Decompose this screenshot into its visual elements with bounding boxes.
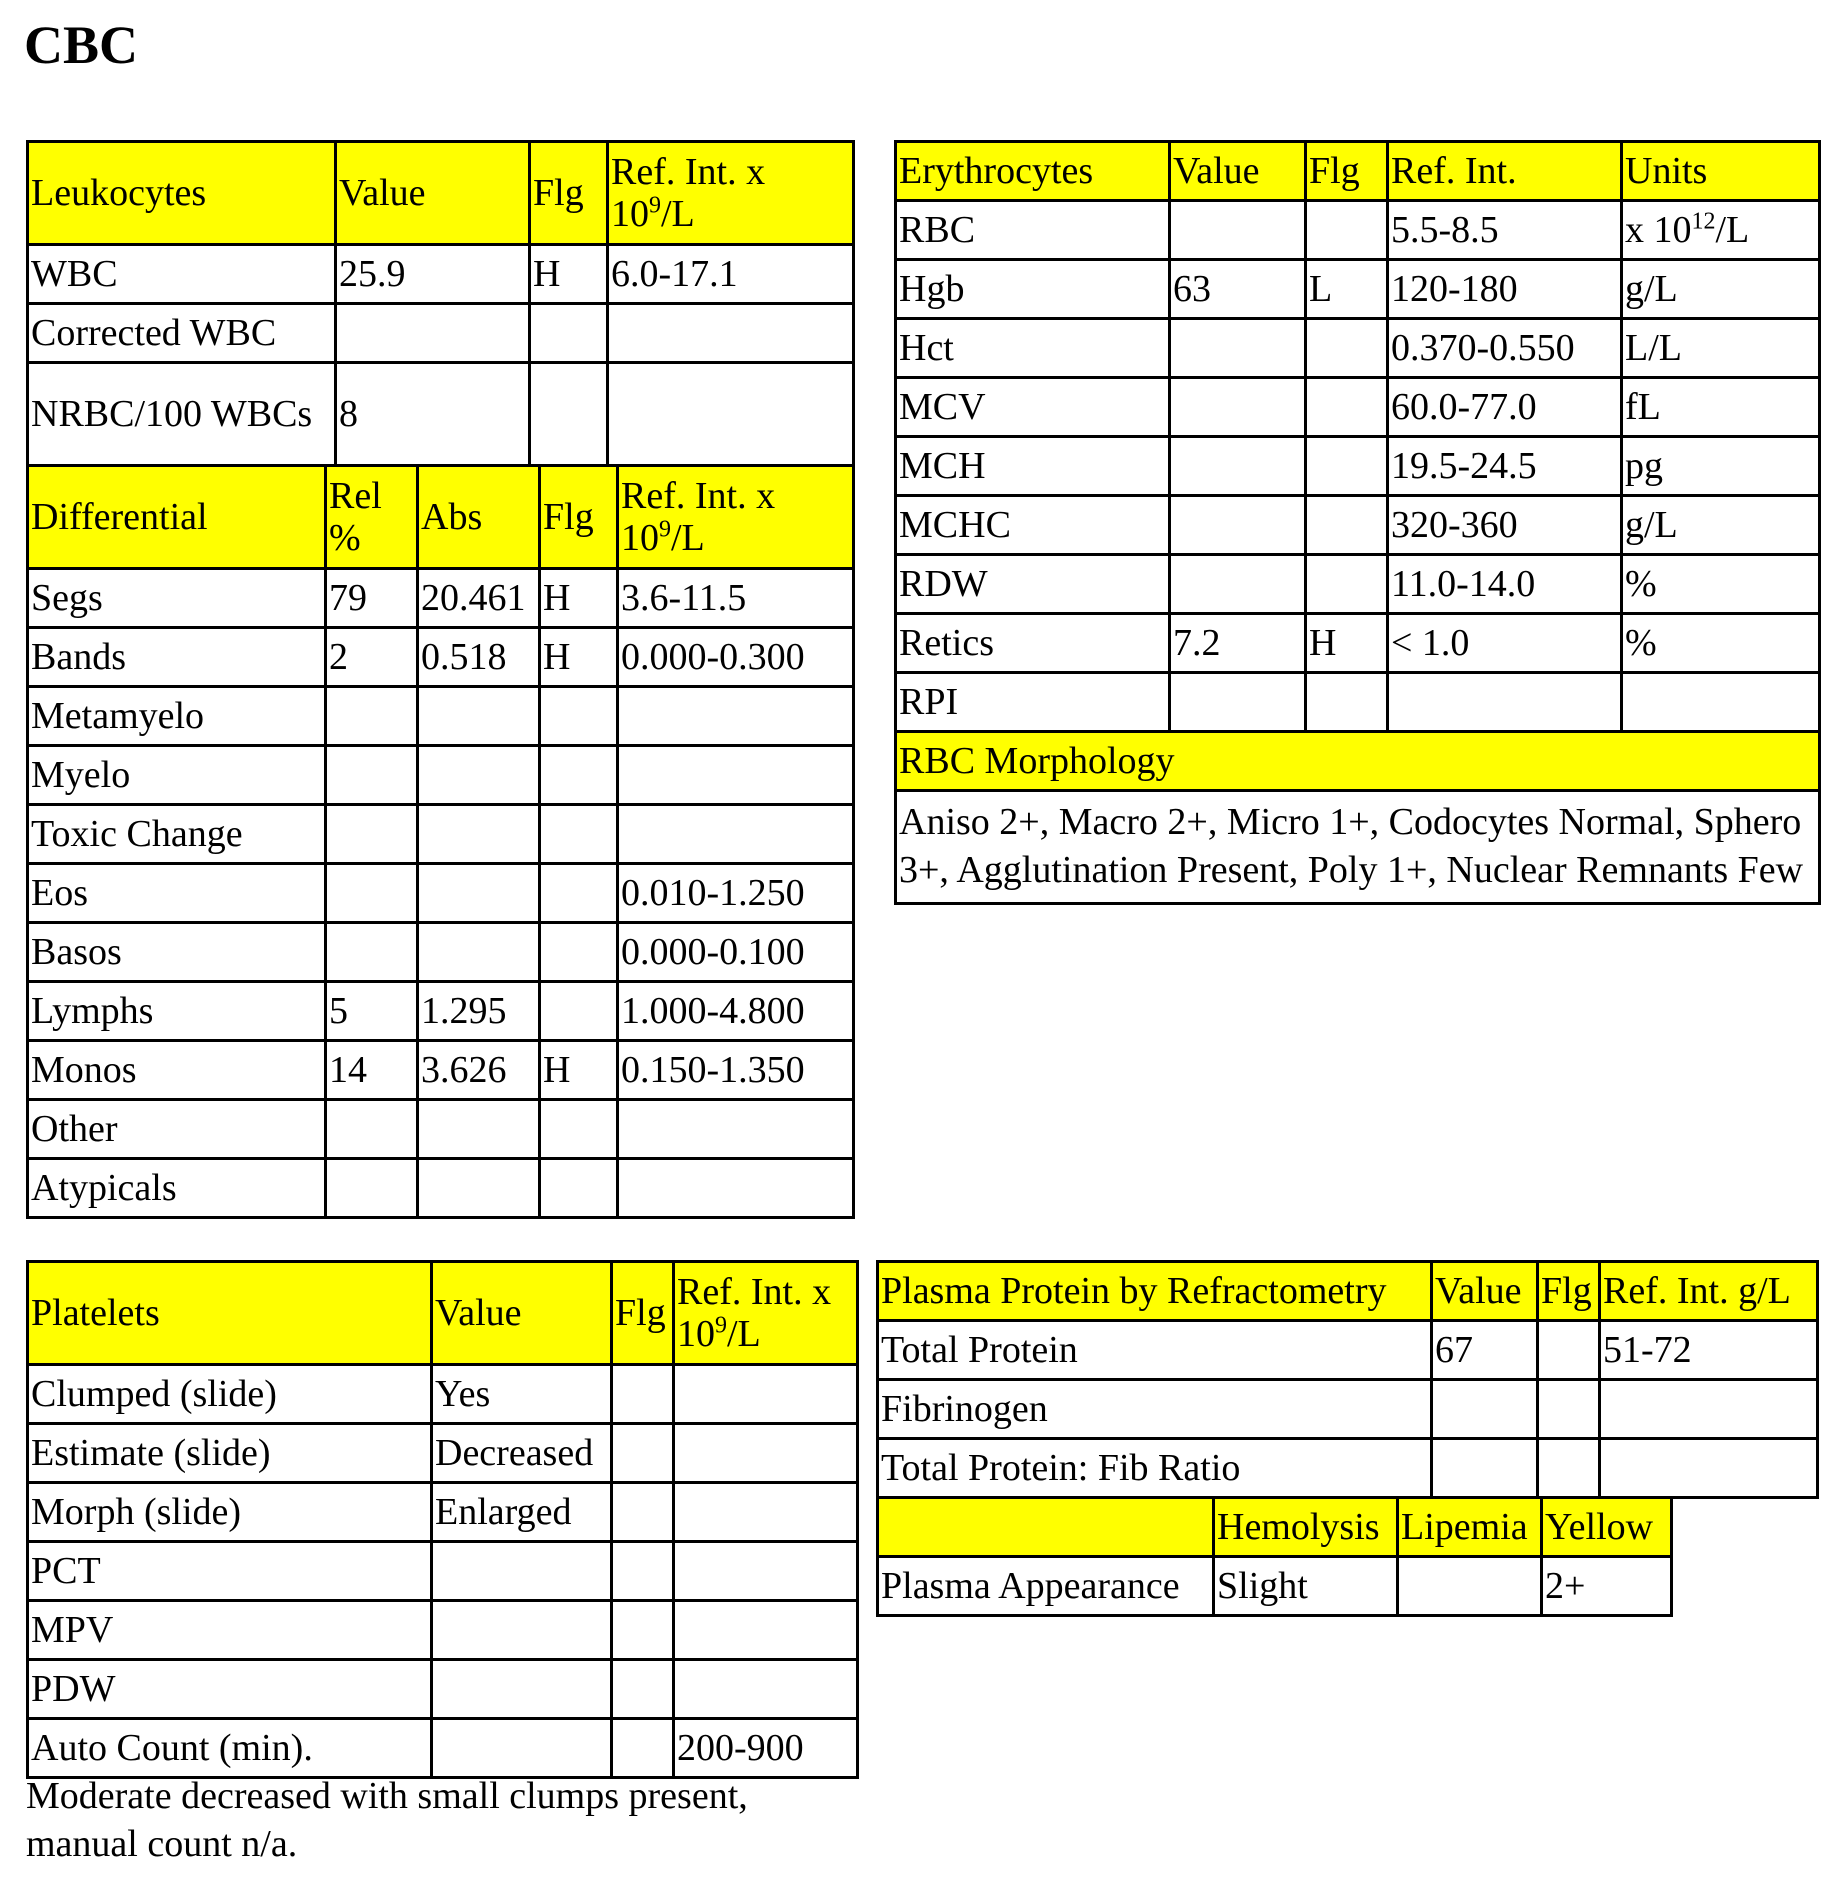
row-rel: [326, 864, 418, 923]
table-row: [28, 864, 854, 923]
plasma-appearance-header-row: [878, 1498, 1672, 1557]
header-value: Value: [336, 142, 530, 245]
table-row: [28, 923, 854, 982]
row-ref: 0.370-0.550: [1388, 319, 1622, 378]
table-row: [896, 496, 1820, 555]
row-flag: [540, 805, 618, 864]
header-plasma-protein: Plasma Protein by Refractometry: [878, 1262, 1432, 1321]
row-flag: [612, 1660, 674, 1719]
row-value: [1170, 673, 1306, 732]
table-row: [28, 1719, 858, 1778]
row-units: pg: [1622, 437, 1820, 496]
differential-header-row: [28, 466, 854, 569]
row-flag: L: [1306, 260, 1388, 319]
row-ref: 6.0-17.1: [608, 245, 854, 304]
table-row: [28, 245, 854, 304]
header-ref-interval: Ref. Int. x $10^9/L$: [608, 142, 854, 245]
row-flag: [540, 687, 618, 746]
row-label: NRBC/100 WBCs: [28, 363, 336, 466]
row-units: L/L: [1622, 319, 1820, 378]
table-row: [28, 687, 854, 746]
row-ref: [618, 746, 854, 805]
row-flag: [1306, 319, 1388, 378]
row-lipemia: [1398, 1557, 1542, 1616]
row-value: 67: [1432, 1321, 1538, 1380]
header-value: Value: [1170, 142, 1306, 201]
table-row: [28, 569, 854, 628]
header-platelets: Platelets: [28, 1262, 432, 1365]
row-units: %: [1622, 555, 1820, 614]
header-rel-percent: Rel %: [326, 466, 418, 569]
row-label: MPV: [28, 1601, 432, 1660]
row-label: Morph (slide): [28, 1483, 432, 1542]
platelets-table: [26, 1260, 859, 1779]
row-flag: [612, 1719, 674, 1778]
row-flag: [612, 1424, 674, 1483]
table-row: [878, 1439, 1818, 1498]
row-flag: [540, 982, 618, 1041]
rbc-morphology-header: RBC Morphology: [896, 732, 1820, 791]
row-label: Eos: [28, 864, 326, 923]
row-rel: 2: [326, 628, 418, 687]
table-row: [28, 1100, 854, 1159]
row-ref: [618, 1159, 854, 1218]
row-ref: 120-180: [1388, 260, 1622, 319]
table-row: [28, 746, 854, 805]
row-ref: [1600, 1439, 1818, 1498]
row-abs: 20.461: [418, 569, 540, 628]
header-flag: Flg: [612, 1262, 674, 1365]
header-flag: Flg: [530, 142, 608, 245]
row-label: Hgb: [896, 260, 1170, 319]
row-ref: 0.000-0.300: [618, 628, 854, 687]
header-units: Units: [1622, 142, 1820, 201]
header-flag: Flg: [540, 466, 618, 569]
row-label: WBC: [28, 245, 336, 304]
table-row: [878, 1557, 1672, 1616]
row-ref: [618, 1100, 854, 1159]
header-yellow: Yellow: [1542, 1498, 1672, 1557]
row-label: Segs: [28, 569, 326, 628]
row-ref: [674, 1365, 858, 1424]
header-ref-interval: Ref. Int. x $10^9/L$: [674, 1262, 858, 1365]
row-abs: [418, 1100, 540, 1159]
row-flag: [1306, 496, 1388, 555]
row-abs: 3.626: [418, 1041, 540, 1100]
row-label: MCV: [896, 378, 1170, 437]
row-label: Metamyelo: [28, 687, 326, 746]
row-flag: [612, 1601, 674, 1660]
row-label: MCHC: [896, 496, 1170, 555]
row-flag: H: [540, 569, 618, 628]
row-label: Hct: [896, 319, 1170, 378]
row-label: PCT: [28, 1542, 432, 1601]
row-ref: 0.000-0.100: [618, 923, 854, 982]
header-hemolysis: Hemolysis: [1214, 1498, 1398, 1557]
row-flag: [612, 1483, 674, 1542]
row-units: [1622, 673, 1820, 732]
rbc-morphology-text: Aniso 2+, Macro 2+, Micro 1+, Codocytes Normal, Sphero 3+, Agglutination Present, Poly 1+, Nuclear Remnants Few: [896, 791, 1820, 904]
row-ref: [618, 687, 854, 746]
header-value: Value: [432, 1262, 612, 1365]
row-value: Yes: [432, 1365, 612, 1424]
row-abs: 1.295: [418, 982, 540, 1041]
row-value: [1170, 378, 1306, 437]
rbc-morphology-row: [896, 791, 1820, 904]
row-flag: [1538, 1380, 1600, 1439]
table-row: [28, 1483, 858, 1542]
row-label: Total Protein: Fib Ratio: [878, 1439, 1432, 1498]
header-abs: Abs: [418, 466, 540, 569]
row-flag: [1306, 437, 1388, 496]
row-flag: [612, 1365, 674, 1424]
header-flag: Flg: [1306, 142, 1388, 201]
row-rel: [326, 746, 418, 805]
row-ref: 200-900: [674, 1719, 858, 1778]
leukocytes-header-row: [28, 142, 854, 245]
row-label: Auto Count (min).: [28, 1719, 432, 1778]
row-units: g/L: [1622, 260, 1820, 319]
row-ref: 3.6-11.5: [618, 569, 854, 628]
row-value: 25.9: [336, 245, 530, 304]
table-row: [28, 982, 854, 1041]
table-row: [896, 378, 1820, 437]
table-row: [28, 363, 854, 466]
page-title: CBC: [24, 15, 139, 75]
row-ref: 5.5-8.5: [1388, 201, 1622, 260]
plasma-appearance-table: [876, 1496, 1673, 1617]
header-leukocytes: Leukocytes: [28, 142, 336, 245]
differential-table: [26, 464, 855, 1219]
table-row: [28, 1424, 858, 1483]
row-abs: [418, 687, 540, 746]
row-abs: [418, 805, 540, 864]
row-label: RPI: [896, 673, 1170, 732]
row-ref: 60.0-77.0: [1388, 378, 1622, 437]
rbc-morphology-header-row: [896, 732, 1820, 791]
row-rel: [326, 1100, 418, 1159]
row-value: [1170, 201, 1306, 260]
plasma-protein-table: [876, 1260, 1819, 1499]
row-label: Estimate (slide): [28, 1424, 432, 1483]
row-label: Atypicals: [28, 1159, 326, 1218]
row-units: x $10^{12}/L$: [1622, 201, 1820, 260]
row-flag: [540, 1100, 618, 1159]
row-ref: 19.5-24.5: [1388, 437, 1622, 496]
row-ref: < 1.0: [1388, 614, 1622, 673]
erythrocytes-header-row: [896, 142, 1820, 201]
row-value: 7.2: [1170, 614, 1306, 673]
row-ref: [1388, 673, 1622, 732]
row-flag: [1306, 673, 1388, 732]
table-row: [28, 1660, 858, 1719]
table-row: [896, 437, 1820, 496]
header-value: Value: [1432, 1262, 1538, 1321]
row-value: [432, 1542, 612, 1601]
row-value: 8: [336, 363, 530, 466]
header-ref-interval: Ref. Int. g/L: [1600, 1262, 1818, 1321]
row-value: [336, 304, 530, 363]
table-row: [28, 1365, 858, 1424]
row-abs: [418, 864, 540, 923]
table-row: [28, 1601, 858, 1660]
table-row: [878, 1321, 1818, 1380]
row-label: RBC: [896, 201, 1170, 260]
row-value: [432, 1601, 612, 1660]
row-yellow: 2+: [1542, 1557, 1672, 1616]
row-label: RDW: [896, 555, 1170, 614]
row-flag: [1538, 1321, 1600, 1380]
header-lipemia: Lipemia: [1398, 1498, 1542, 1557]
platelets-note: Moderate decreased with small clumps present, manual count n/a.: [26, 1775, 748, 1865]
table-row: [896, 673, 1820, 732]
row-value: [1432, 1439, 1538, 1498]
row-label: Lymphs: [28, 982, 326, 1041]
row-label: Basos: [28, 923, 326, 982]
row-label: Corrected WBC: [28, 304, 336, 363]
row-ref: [674, 1660, 858, 1719]
row-label: Retics: [896, 614, 1170, 673]
row-label: Bands: [28, 628, 326, 687]
row-flag: [612, 1542, 674, 1601]
row-ref: [618, 805, 854, 864]
row-label: PDW: [28, 1660, 432, 1719]
row-ref: [674, 1483, 858, 1542]
row-rel: 14: [326, 1041, 418, 1100]
table-row: [896, 260, 1820, 319]
row-rel: [326, 687, 418, 746]
erythrocytes-table: [894, 140, 1821, 905]
row-label: Fibrinogen: [878, 1380, 1432, 1439]
row-ref: [608, 304, 854, 363]
row-abs: 0.518: [418, 628, 540, 687]
row-ref: [608, 363, 854, 466]
header-flag: Flg: [1538, 1262, 1600, 1321]
row-rel: [326, 923, 418, 982]
row-abs: [418, 923, 540, 982]
table-row: [896, 319, 1820, 378]
row-label: Myelo: [28, 746, 326, 805]
row-value: [432, 1719, 612, 1778]
table-row: [28, 1041, 854, 1100]
row-ref: [1600, 1380, 1818, 1439]
row-value: 63: [1170, 260, 1306, 319]
header-erythrocytes: Erythrocytes: [896, 142, 1170, 201]
row-ref: 1.000-4.800: [618, 982, 854, 1041]
row-ref: [674, 1601, 858, 1660]
row-value: [1170, 437, 1306, 496]
row-ref: 0.150-1.350: [618, 1041, 854, 1100]
row-label: Clumped (slide): [28, 1365, 432, 1424]
header-blank: [878, 1498, 1214, 1557]
row-value: [1432, 1380, 1538, 1439]
row-ref: 320-360: [1388, 496, 1622, 555]
row-value: Decreased: [432, 1424, 612, 1483]
plasma-protein-header-row: [878, 1262, 1818, 1321]
row-label: Plasma Appearance: [878, 1557, 1214, 1616]
row-flag: [540, 746, 618, 805]
row-flag: [530, 363, 608, 466]
row-flag: [1306, 201, 1388, 260]
header-ref-interval: Ref. Int.: [1388, 142, 1622, 201]
row-ref: 11.0-14.0: [1388, 555, 1622, 614]
row-units: g/L: [1622, 496, 1820, 555]
table-row: [28, 1542, 858, 1601]
row-rel: 5: [326, 982, 418, 1041]
row-units: %: [1622, 614, 1820, 673]
row-flag: [540, 864, 618, 923]
table-row: [896, 555, 1820, 614]
row-flag: [1538, 1439, 1600, 1498]
table-row: [896, 201, 1820, 260]
row-flag: [530, 304, 608, 363]
header-differential: Differential: [28, 466, 326, 569]
table-row: [28, 304, 854, 363]
table-row: [878, 1380, 1818, 1439]
row-flag: H: [540, 1041, 618, 1100]
row-label: Toxic Change: [28, 805, 326, 864]
row-hemolysis: Slight: [1214, 1557, 1398, 1616]
row-label: MCH: [896, 437, 1170, 496]
row-rel: [326, 1159, 418, 1218]
row-value: Enlarged: [432, 1483, 612, 1542]
row-rel: [326, 805, 418, 864]
table-row: [896, 614, 1820, 673]
platelets-header-row: [28, 1262, 858, 1365]
row-label: Total Protein: [878, 1321, 1432, 1380]
row-flag: [540, 1159, 618, 1218]
row-value: [1170, 555, 1306, 614]
row-flag: [1306, 378, 1388, 437]
row-rel: 79: [326, 569, 418, 628]
row-flag: H: [530, 245, 608, 304]
leukocytes-table: [26, 140, 855, 467]
row-flag: [1306, 555, 1388, 614]
row-ref: 0.010-1.250: [618, 864, 854, 923]
header-ref-interval: Ref. Int. x $10^9/L$: [618, 466, 854, 569]
row-flag: H: [1306, 614, 1388, 673]
table-row: [28, 628, 854, 687]
row-flag: [540, 923, 618, 982]
table-row: [28, 1159, 854, 1218]
row-label: Other: [28, 1100, 326, 1159]
row-value: [432, 1660, 612, 1719]
row-units: fL: [1622, 378, 1820, 437]
row-value: [1170, 319, 1306, 378]
row-ref: 51-72: [1600, 1321, 1818, 1380]
row-flag: H: [540, 628, 618, 687]
row-ref: [674, 1542, 858, 1601]
table-row: [28, 805, 854, 864]
row-abs: [418, 1159, 540, 1218]
row-label: Monos: [28, 1041, 326, 1100]
row-value: [1170, 496, 1306, 555]
row-abs: [418, 746, 540, 805]
row-ref: [674, 1424, 858, 1483]
